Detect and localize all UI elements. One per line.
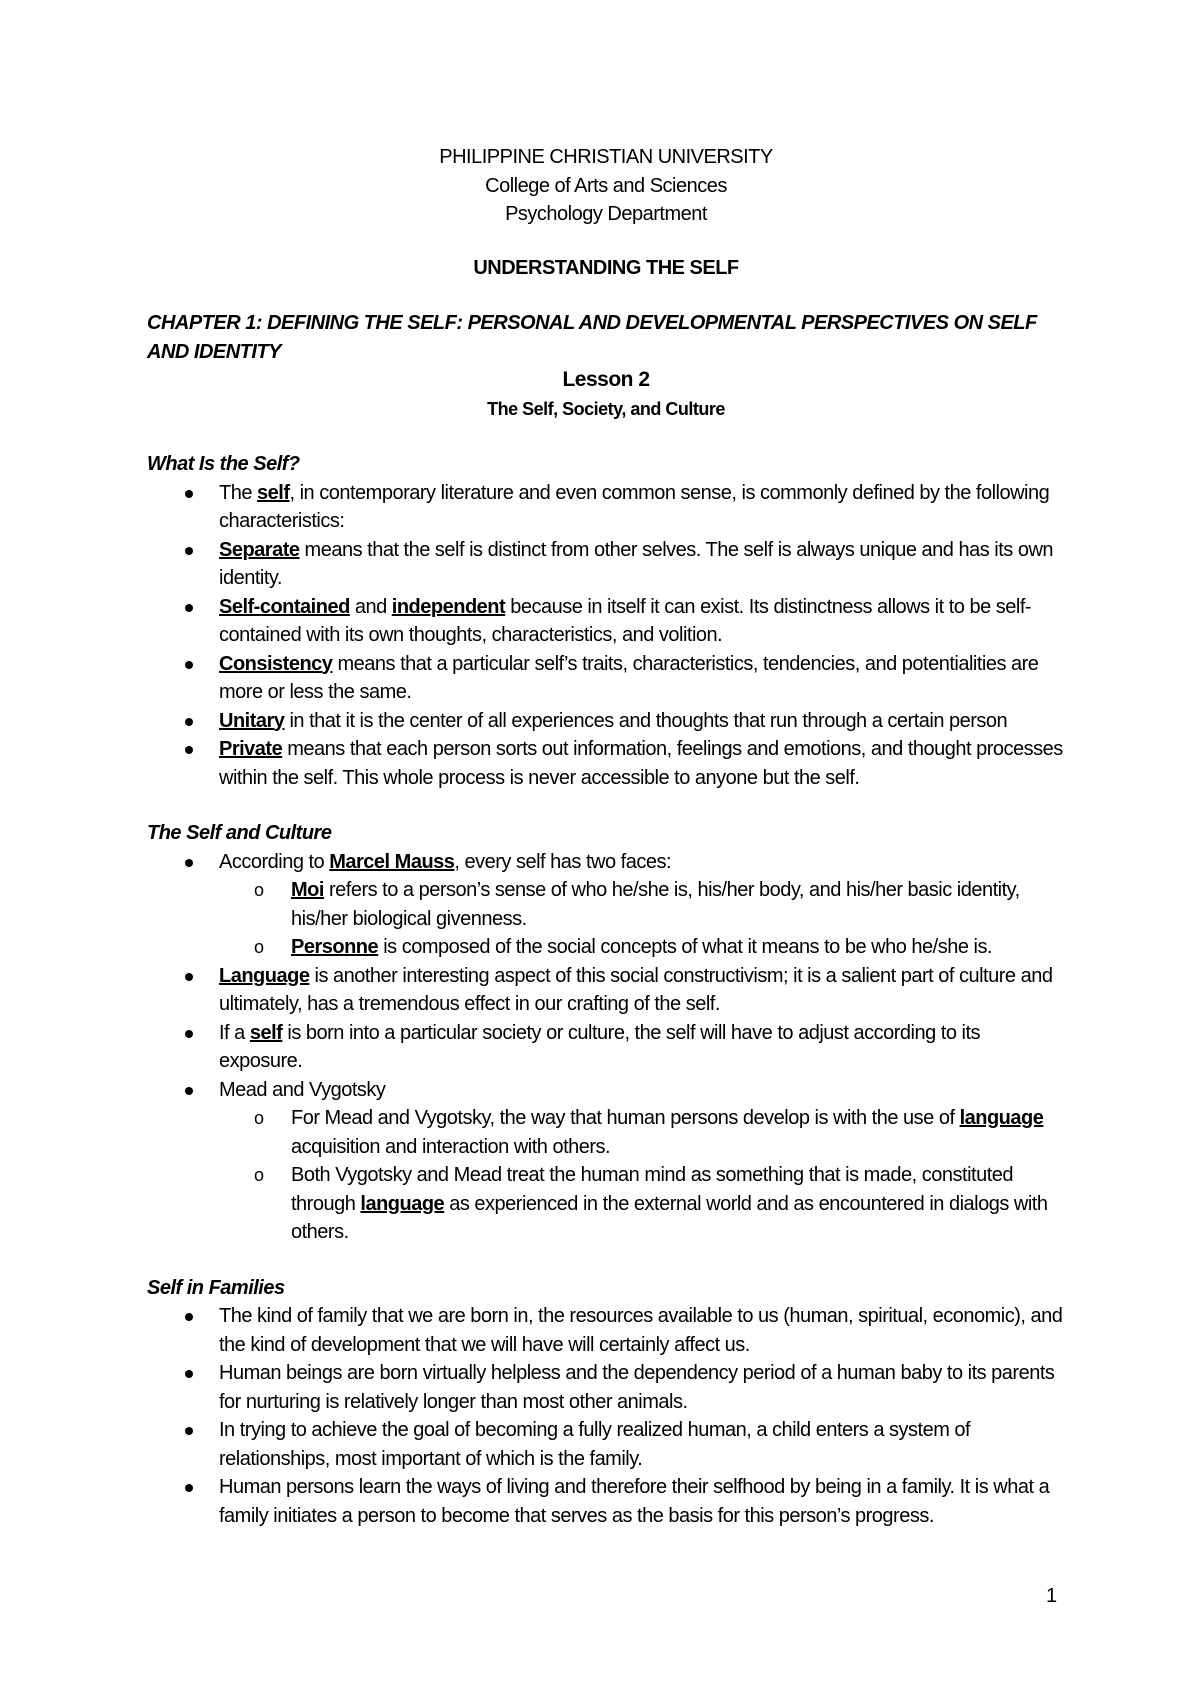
list-item [219,479,1065,536]
self-families-list [147,1302,1065,1530]
key-term: Self-contained [219,595,350,618]
sub-list-item [291,933,1065,962]
university-name: PHILIPPINE CHRISTIAN UNIVERSITY [439,146,773,168]
key-term: Moi [291,879,324,901]
list-item [219,650,1065,707]
key-term: language [360,1192,445,1215]
self-culture-list [147,848,1065,1247]
key-term: self [257,481,290,504]
key-term: Private [219,738,283,760]
page-number: 1 [1046,1585,1058,1607]
list-item [219,962,1065,1019]
sub-list-item [291,1161,1065,1247]
list-item [219,707,1065,736]
sub-list-item [291,876,1065,933]
item-text: acquisition and interaction with others. [291,1135,611,1158]
item-text: , every self has two faces: [454,850,672,873]
item-text: as experienced in the external world and as encountered in dialogs with others. [291,1192,1048,1243]
sub-list [219,876,1065,962]
item-text: refers to a person’s sense of who he/she is, his/her body, and his/her basic identity, his/her biological givenness. [291,879,1020,930]
list-item [219,593,1065,650]
item-text: in that it is the center of all experiences and thoughts that run through a certain person [284,709,1008,732]
key-term: language [959,1107,1044,1129]
list-item [219,1019,1065,1076]
item-text: , in contemporary literature and even common sense, is commonly defined by the following characteristics: [219,481,1050,532]
item-text: is another interesting aspect of this social constructivism; it is a salient part of culture and ultimately, has a tremendous effect in our crafting of the self. [219,964,1053,1015]
key-term: Language [219,964,310,987]
item-text: is born into a particular society or culture, the self will have to adjust according to its exposure. [219,1021,981,1072]
item-text: means that each person sorts out information, feelings and emotions, and thought processes within the self. This whole process is never accessible to anyone but the self. [219,738,1063,789]
list-item: In trying to achieve the goal of becoming a fully realized human, a child enters a system of relationships, most important of which is the family. [219,1416,1065,1473]
self-characteristics-list [147,479,1065,793]
key-term: Marcel Mauss [329,850,455,873]
sub-list [219,1104,1065,1247]
item-text: If a [219,1021,250,1044]
section-heading-what-is-self: What Is the Self? [147,453,300,475]
item-text: According to [219,850,330,873]
key-term: Separate [219,538,300,561]
key-term: Unitary [219,709,285,732]
key-term: independent [391,595,506,618]
list-item: Human beings are born virtually helpless and the dependency period of a human baby to its parents for nurturing is relatively longer than most other animals. [219,1359,1065,1416]
item-text: because in itself it can exist. Its distinctness allows it to be self-contained with its own thoughts, characteristics, and volition. [219,595,1032,646]
item-text: and [349,595,392,618]
list-item [219,735,1065,792]
lesson-number: Lesson 2 [562,368,650,391]
document-body [147,143,1065,1530]
list-item [219,1076,1065,1247]
key-term: Consistency [219,652,333,675]
section-heading-self-culture: The Self and Culture [147,822,332,844]
course-title: UNDERSTANDING THE SELF [473,256,739,279]
sub-list-item [291,1104,1065,1161]
item-text: means that a particular self’s traits, characteristics, tendencies, and potentialities are more or less the same. [219,652,1039,703]
list-item: The kind of family that we are born in, the resources available to us (human, spiritual, economic), and the kind of development that we will have will certainly affect us. [219,1302,1065,1359]
list-item [219,848,1065,962]
key-term: Personne [291,936,379,958]
chapter-heading: CHAPTER 1: DEFINING THE SELF: PERSONAL AND DEVELOPMENTAL PERSPECTIVES ON SELF AND IDENTITY [147,312,1037,363]
department-name: Psychology Department [505,203,707,225]
college-name: College of Arts and Sciences [485,174,727,197]
item-text: Both Vygotsky and Mead treat the human mind as something that is made, constituted through [291,1164,1014,1215]
list-item [219,536,1065,593]
item-text: is composed of the social concepts of what it means to be who he/she is. [378,936,993,958]
section-heading-self-families: Self in Families [147,1276,285,1299]
item-text: The [219,481,258,504]
key-term: self [249,1021,283,1044]
lesson-title: The Self, Society, and Culture [487,398,725,419]
item-text: For Mead and Vygotsky, the way that human persons develop is with the use of [291,1107,960,1129]
list-item: Human persons learn the ways of living and therefore their selfhood by being in a family. It is what a family initiates a person to become that serves as the basis for this person’s progress. [219,1473,1065,1530]
item-text: Mead and Vygotsky [219,1078,386,1101]
item-text: means that the self is distinct from other selves. The self is always unique and has its own identity. [219,538,1054,589]
